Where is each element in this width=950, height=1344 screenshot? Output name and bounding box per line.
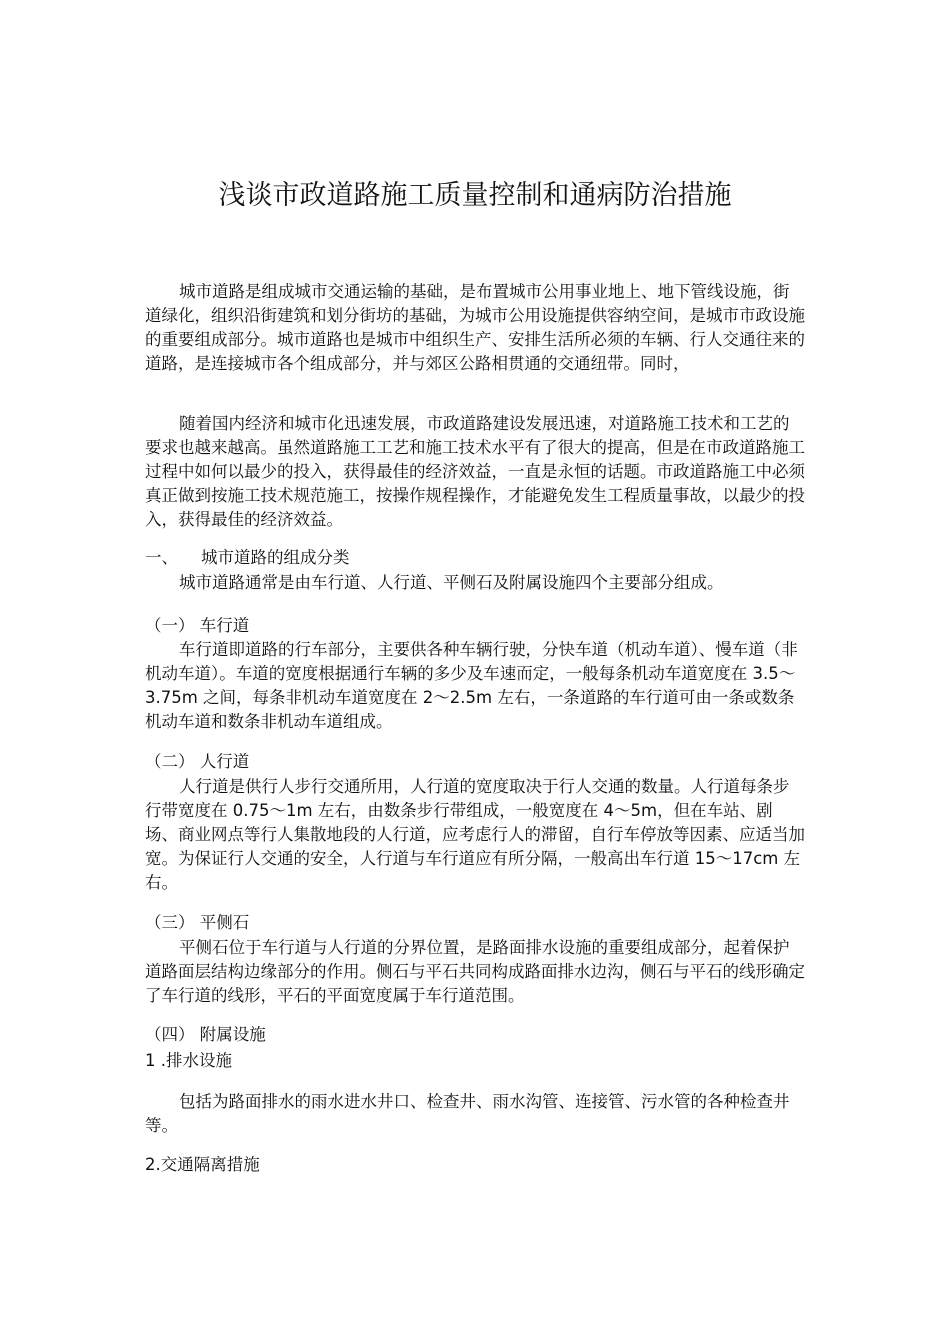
item-2-heading: 2.交通隔离措施 xyxy=(145,1155,260,1174)
intro-paragraph-1: 城市道路是组成城市交通运输的基础，是布置城市公用事业地上、地下管线设施，街道绿化，组织沿街建筑和划分街坊的基础，为城市公用设施提供容纳空间，是城市市政设施的重要组成部分。城市道路也是城市中组织生产、安排生活所必须的车辆、行人交通往来的道路，是连接城市各个组成部分，并与郊区公路相贯通的交通纽带。同时， xyxy=(145,282,805,373)
section-1-text: 城市道路通常是由车行道、人行道、平侧石及附属设施四个主要部分组成。 xyxy=(179,573,724,592)
section-1-title: 城市道路的组成分类 xyxy=(201,548,350,567)
section-1-heading xyxy=(145,546,805,570)
subsection-3-heading: （三） 平侧石 xyxy=(145,913,250,932)
item-1-text: 包括为路面排水的雨水进水井口、检查井、雨水沟管、连接管、污水管的各种检查井等。 xyxy=(145,1092,790,1135)
document-title: 浅谈市政道路施工质量控制和通病防治措施 xyxy=(218,180,732,211)
section-1-number: 一、 xyxy=(145,548,178,567)
subsection-2-heading: （二） 人行道 xyxy=(145,752,250,771)
subsection-2-text: 人行道是供行人步行交通所用，人行道的宽度取决于行人交通的数量。人行道每条步行带宽度在 0.75～1m 左右，由数条步行带组成，一般宽度在 4～5m，但在车站、剧场、商业网点等行人集散地段的人行道，应考虑行人的滞留，自行车停放等因素、应适当加宽。为保证行人交通的安全，人行道与车行道应有所分隔，一般高出车行道 15～17cm 左右。 xyxy=(145,777,805,892)
intro-paragraph-2: 随着国内经济和城市化迅速发展，市政道路建设发展迅速，对道路施工技术和工艺的要求也越来越高。虽然道路施工工艺和施工技术水平有了很大的提高，但是在市政道路施工过程中如何以最少的投入，获得最佳的经济效益，一直是永恒的话题。市政道路施工中必须真正做到按施工技术规范施工，按操作规程操作，才能避免发生工程质量事故，以最少的投入，获得最佳的经济效益。 xyxy=(145,414,805,529)
subsection-1-heading: （一） 车行道 xyxy=(145,616,250,635)
subsection-1-text: 车行道即道路的行车部分，主要供各种车辆行驶，分快车道（机动车道）、慢车道（非机动车道）。车道的宽度根据通行车辆的多少及车速而定，一般每条机动车道宽度在 3.5～3.75m 之间，每条非机动车道宽度在 2～2.5m 左右，一条道路的车行道可由一条或数条机动车道和数条非机动车道组成。 xyxy=(145,640,798,731)
subsection-4-heading: （四） 附属设施 xyxy=(145,1025,266,1044)
item-1-heading: 1 .排水设施 xyxy=(145,1051,232,1070)
subsection-3-text: 平侧石位于车行道与人行道的分界位置，是路面排水设施的重要组成部分，起着保护道路面层结构边缘部分的作用。侧石与平石共同构成路面排水边沟，侧石与平石的线形确定了车行道的线形，平石的平面宽度属于车行道范围。 xyxy=(145,938,805,1005)
